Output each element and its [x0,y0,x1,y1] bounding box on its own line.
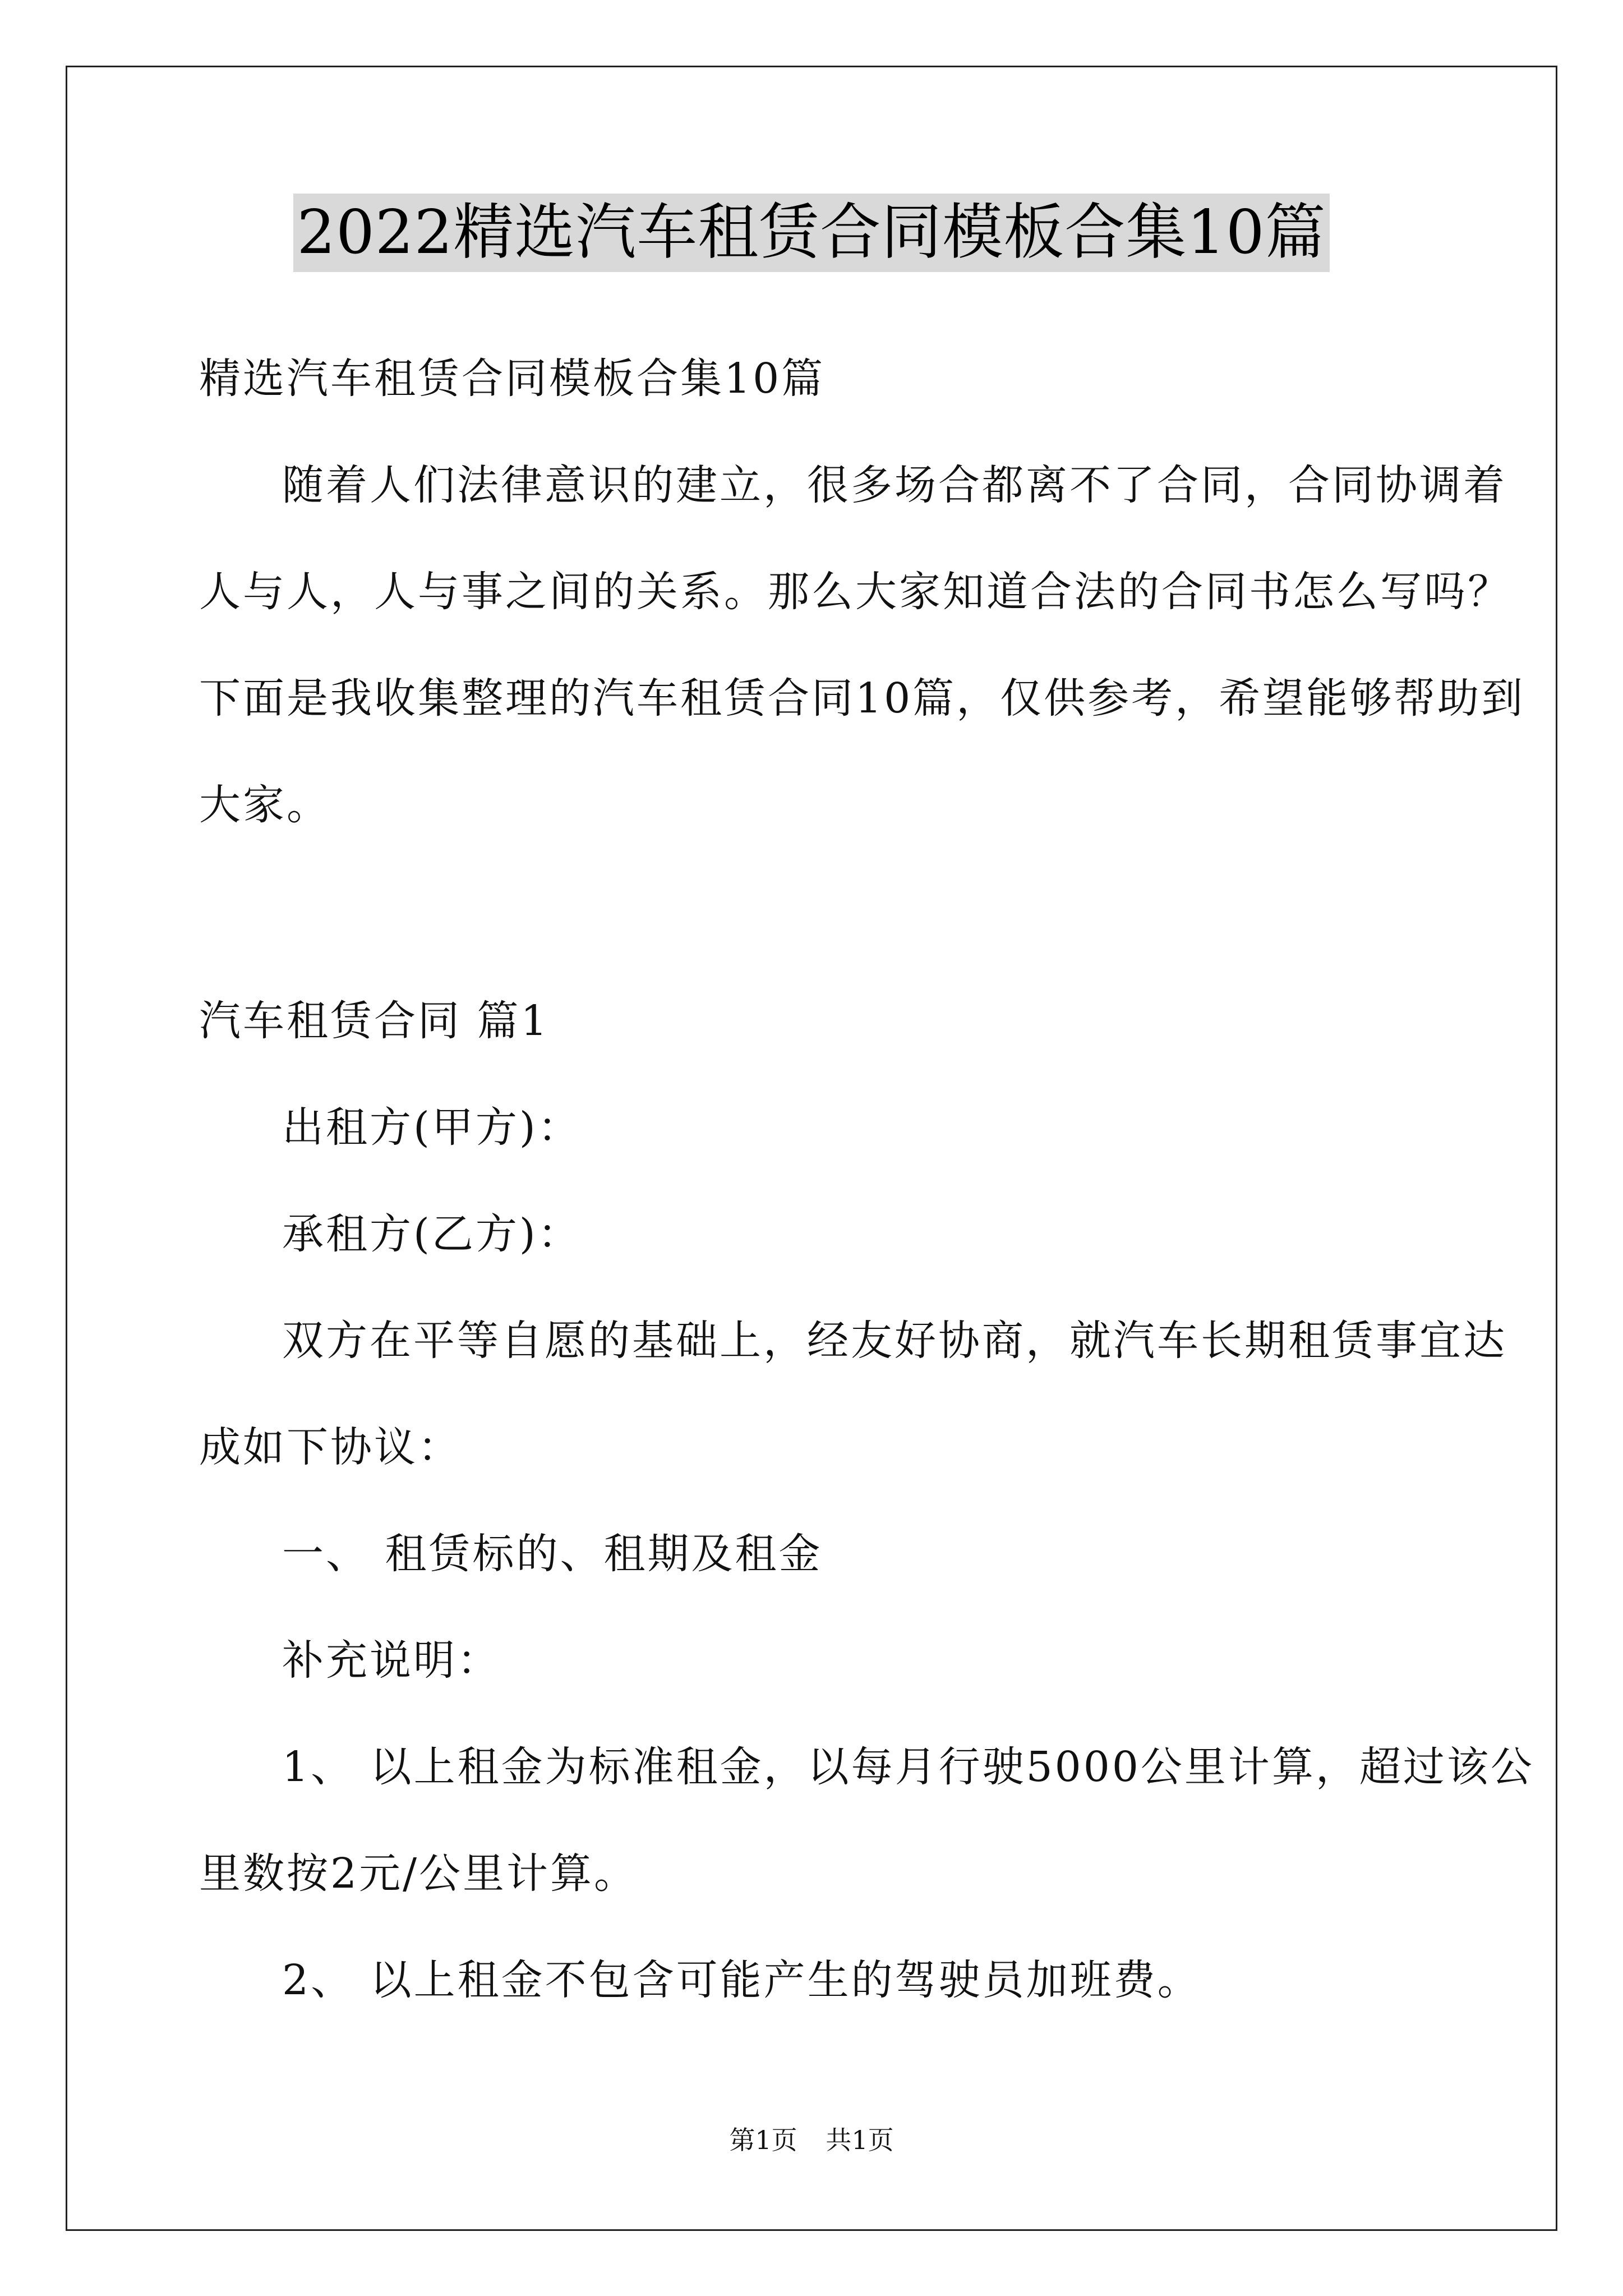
page-number-total: 共1页 [826,2125,894,2155]
note-1-line-2: 里数按2元/公里计算。 [199,1849,638,1898]
page-number-current: 第1页 [729,2125,797,2155]
clause-1-title: 一、 租赁标的、租期及租金 [282,1530,823,1578]
document-subtitle: 精选汽车租赁合同模板合集10篇 [199,355,826,403]
intro-line-3: 下面是我收集整理的汽车租赁合同10篇，仅供参考，希望能够帮助到 [199,674,1525,723]
document-title: 2022精选汽车租赁合同模板合集10篇 [293,194,1329,272]
agreement-line-1: 双方在平等自愿的基础上，经友好协商，就汽车长期租赁事宜达 [282,1317,1507,1365]
intro-line-2: 人与人，人与事之间的关系。那么大家知道合法的合同书怎么写吗？ [199,568,1511,616]
supplement-label: 补充说明： [282,1636,501,1685]
lessee-line: 承租方(乙方)： [282,1210,582,1258]
page-footer [0,2123,1623,2157]
lessor-line: 出租方(甲方)： [282,1103,582,1152]
section-heading: 汽车租赁合同 篇1 [199,997,550,1045]
intro-line-4: 大家。 [199,781,330,829]
note-2-line: 2、 以上租金不包含可能产生的驾驶员加班费。 [282,1956,1201,2004]
title-container [0,194,1623,272]
agreement-line-2: 成如下协议： [199,1423,462,1471]
note-1-line-1: 1、 以上租金为标准租金，以每月行驶5000公里计算，超过该公 [282,1743,1534,1791]
intro-line-1: 随着人们法律意识的建立，很多场合都离不了合同，合同协调着 [282,461,1507,509]
